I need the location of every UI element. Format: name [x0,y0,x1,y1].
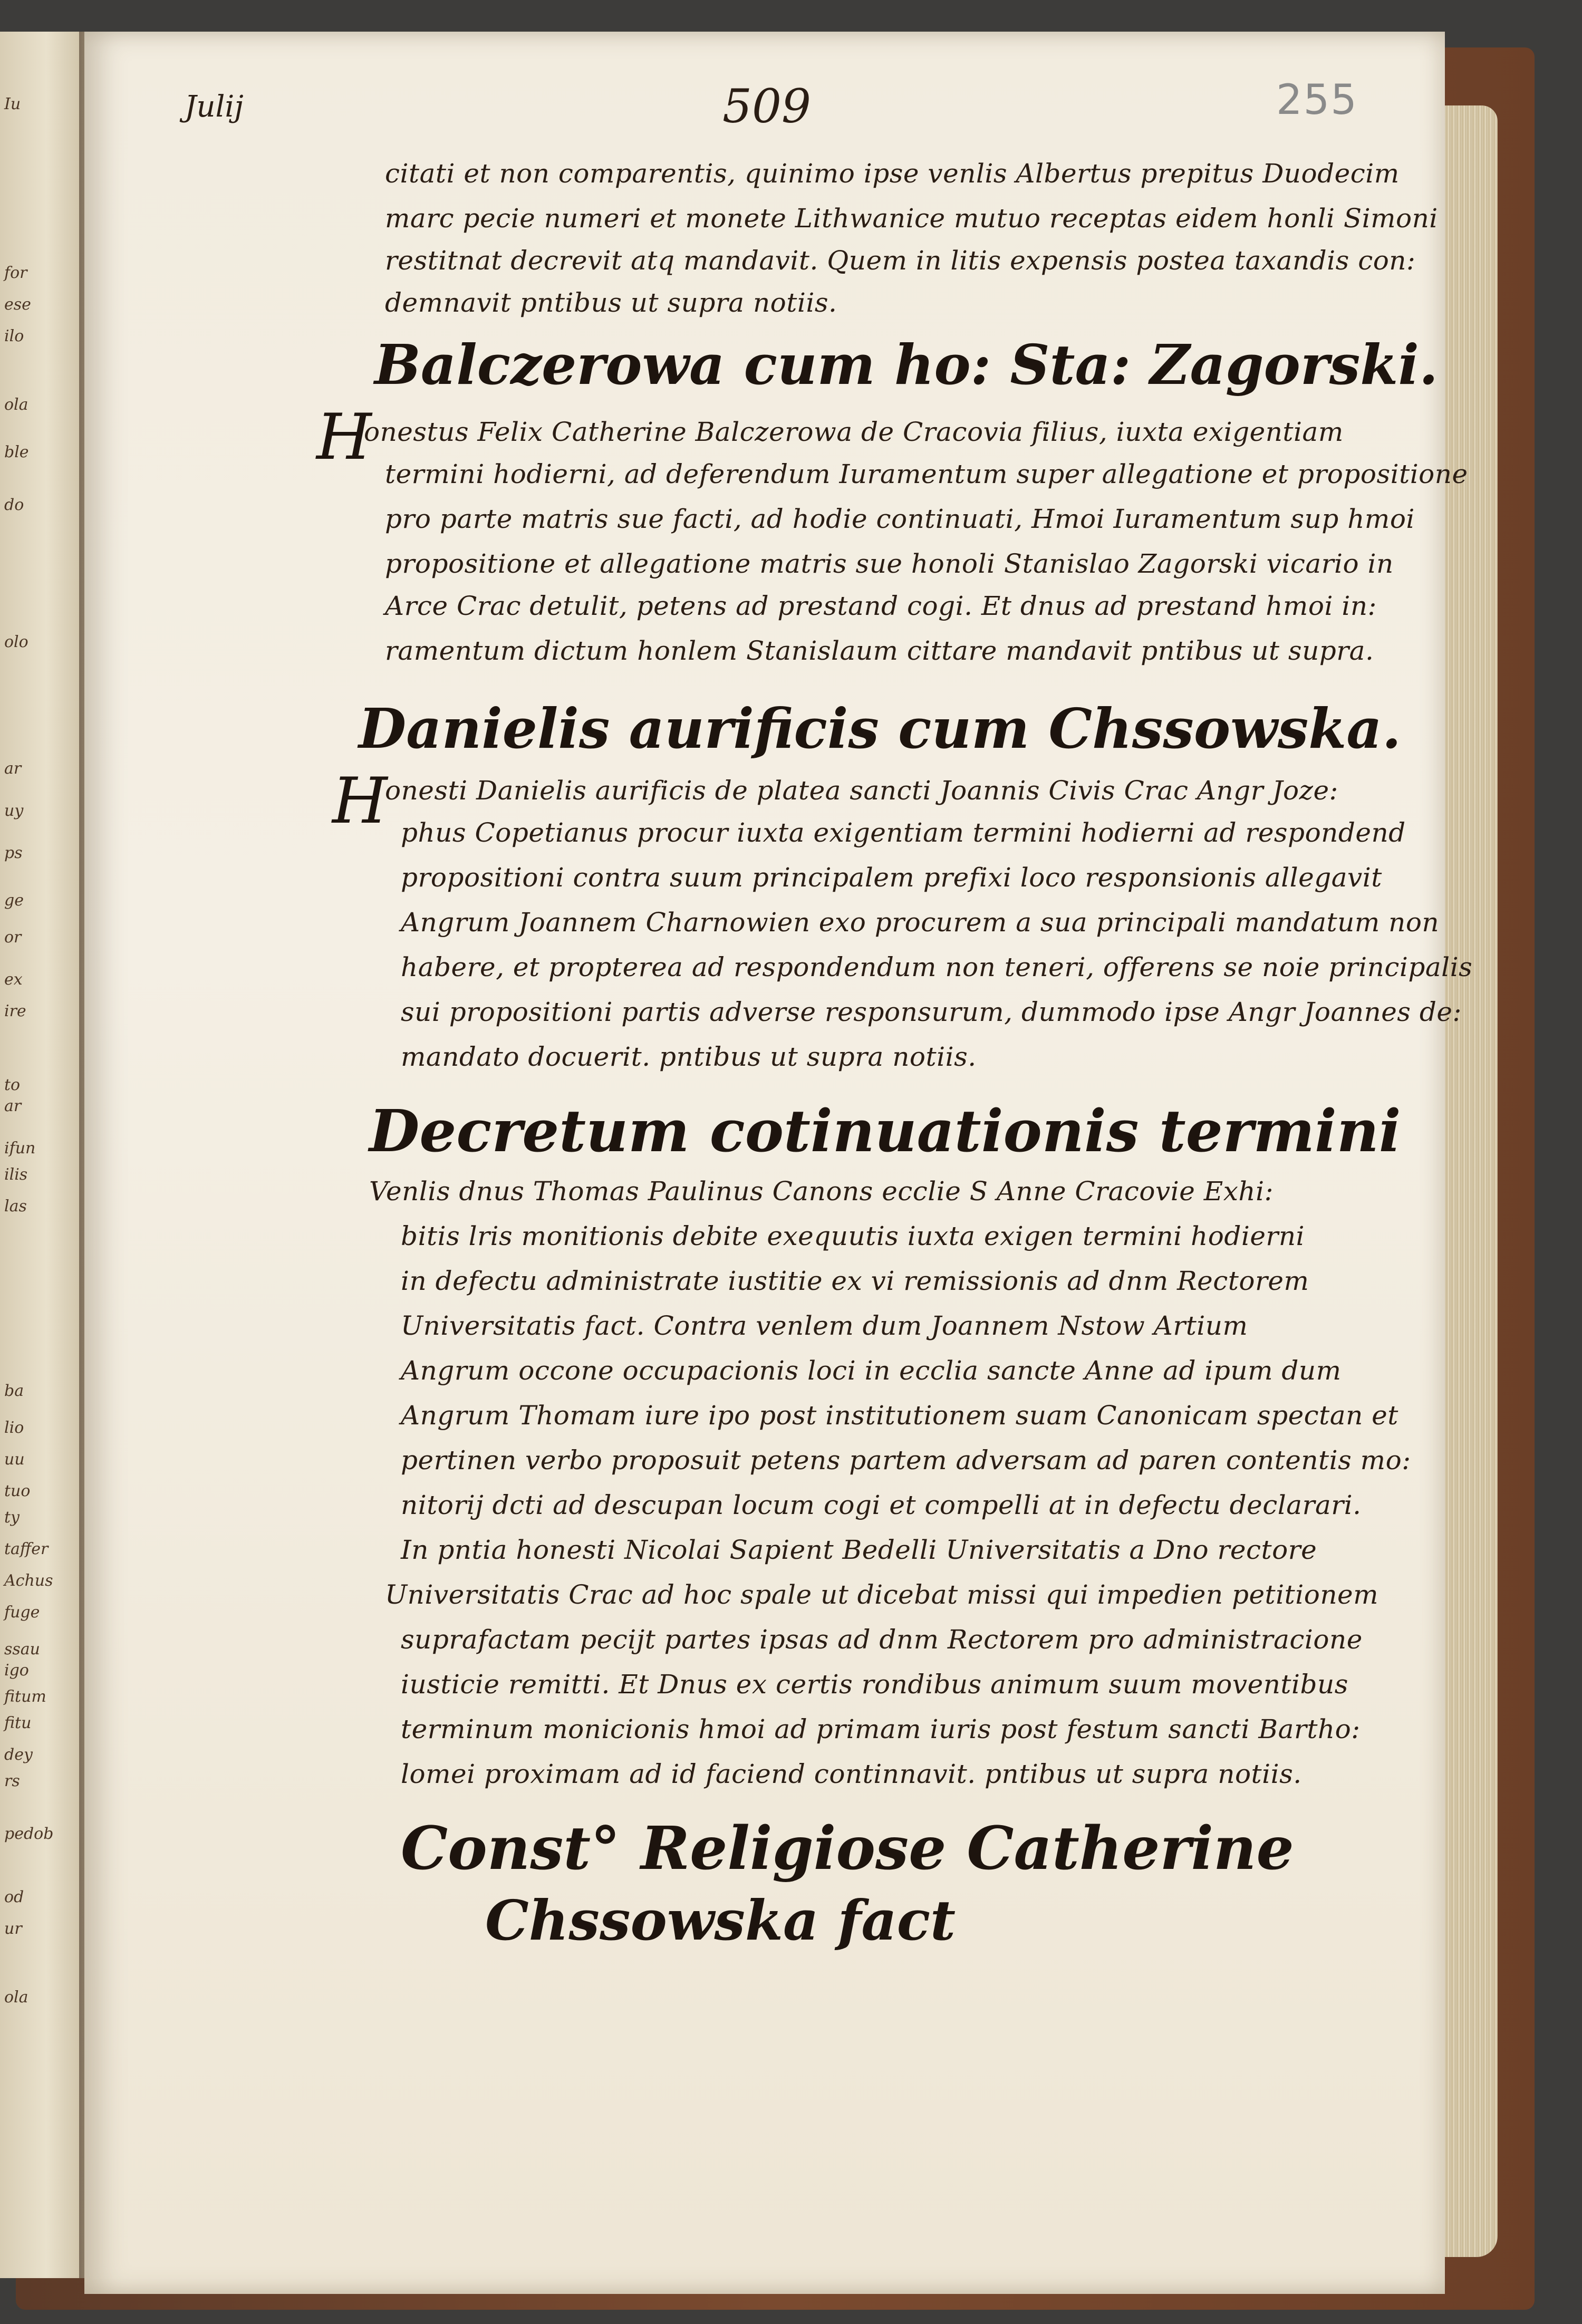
entry4-line: Angrum Thomam iure ipo post institutionem suam Canonicam spectan et [401,1400,1398,1431]
left-margin-fragment: ilo [4,327,24,345]
entry4-line: bitis lris monitionis debite exequutis iuxta exigen termini hodierni [401,1221,1305,1251]
left-margin-fragment: fuge [4,1603,40,1622]
entry4-line: suprafactam pecijt partes ipsas ad dnm Rectorem pro administracione [401,1624,1363,1655]
left-margin-fragment: tuo [4,1482,31,1500]
left-margin-fragment: las [4,1197,27,1216]
left-page [0,32,88,2278]
left-margin-fragment: ilis [4,1165,28,1184]
entry4-line: pertinen verbo proposuit petens partem adversam ad paren contentis mo: [401,1445,1411,1476]
entry2-initial: H [316,401,372,474]
entry1-line: restitnat decrevit atq mandavit. Quem in litis expensis postea taxandis con: [385,245,1416,276]
left-margin-fragment: rs [4,1772,20,1790]
left-margin-fragment: ble [4,443,29,461]
entry3-line: Angrum Joannem Charnowien exo procurem a sua principali mandatum non [401,907,1440,938]
left-margin-fragment: Iu [4,95,21,113]
left-margin-fragment: ge [4,891,24,910]
left-margin-fragment: uu [4,1450,25,1469]
entry2-line: ramentum dictum honlem Stanislaum cittare mandavit pntibus ut supra. [385,635,1374,666]
folio-number-stamp: 255 [1276,76,1358,124]
left-margin-fragment: taffer [4,1540,49,1558]
entry5-heading-line2: Chssowska fact [485,1888,956,1953]
left-margin-fragment: or [4,928,22,947]
entry4-line: terminum monicionis hmoi ad primam iuris post festum sancti Bartho: [401,1714,1361,1744]
entry2-line: propositione et allegatione matris sue honoli Stanislao Zagorski vicario in [385,548,1394,579]
left-margin-fragment: olo [4,633,28,651]
left-margin-fragment: ire [4,1002,26,1020]
entry3-line: habere, et propterea ad respondendum non teneri, offerens se noie principalis [401,952,1473,982]
left-margin-fragment: ex [4,970,23,989]
entry4-line: Angrum occone occupacionis loci in ecclia sancte Anne ad ipum dum [401,1355,1342,1386]
entry4-line: lomei proximam ad id faciend continnavit. pntibus ut supra notiis. [401,1759,1302,1789]
left-margin-fragment: ba [4,1382,24,1400]
entry2-heading: Balczerowa cum ho: Sta: Zagorski. [374,332,1439,397]
left-margin-fragment: od [4,1888,24,1906]
left-margin-fragment: for [4,264,27,282]
left-margin-fragment: ar [4,1097,22,1115]
entry4-line: iusticie remitti. Et Dnus ex certis rondibus animum suum moventibus [401,1669,1348,1700]
entry3-initial: H [332,765,388,838]
entry2-line: termini hodierni, ad deferendum Iuramentum super allegatione et propositione [385,459,1468,489]
entry3-line: phus Copetianus procur iuxta exigentiam termini hodierni ad respondend [401,817,1406,848]
entry4-line: Venlis dnus Thomas Paulinus Canons ecclie S Anne Cracovie Exhi: [369,1176,1274,1207]
left-margin-fragment: fitu [4,1714,32,1732]
left-margin-fragment: ty [4,1508,20,1527]
left-margin-fragment: do [4,496,24,514]
left-margin-fragment: Achus [4,1571,53,1590]
entry4-line: Universitatis Crac ad hoc spale ut dicebat missi qui impedien petitionem [385,1579,1379,1610]
entry3-line: propositioni contra suum principalem prefixi loco responsionis allegavit [401,862,1382,893]
left-margin-fragment: ps [4,844,23,862]
entry2-line: onestus Felix Catherine Balczerowa de Cracovia filius, iuxta exigentiam [364,417,1344,447]
entry3-line: onesti Danielis aurificis de platea sancti Joannis Civis Crac Angr Joze: [385,775,1338,806]
entry5-heading-line1: Const° Religiose Catherine [401,1814,1294,1883]
entry4-line: in defectu administrate iustitie ex vi remissionis ad dnm Rectorem [401,1266,1309,1296]
left-margin-fragment: to [4,1076,21,1094]
left-margin-fragment: ssau [4,1640,40,1658]
entry4-line: nitorij dcti ad descupan locum cogi et compelli at in defectu declarari. [401,1490,1362,1520]
entry4-heading: Decretum cotinuationis termini [369,1097,1401,1165]
entry2-line: pro parte matris sue facti, ad hodie continuati, Hmoi Iuramentum sup hmoi [385,504,1415,534]
folio-number-ink: 509 [722,79,811,133]
left-margin-fragment: ur [4,1920,22,1938]
left-margin-fragment: ar [4,759,22,778]
entry3-heading: Danielis aurificis cum Chssowska. [359,696,1401,761]
left-margin-fragment: pedob [4,1825,54,1843]
entry3-line: sui propositioni partis adverse responsurum, dummodo ipse Angr Joannes de: [401,997,1462,1027]
left-margin-fragment: ola [4,396,28,414]
margin-note-month: Julij [185,90,244,124]
entry1-line: demnavit pntibus ut supra notiis. [385,287,837,318]
entry2-line: Arce Crac detulit, petens ad prestand cogi. Et dnus ad prestand hmoi in: [385,591,1377,621]
left-margin-fragment: uy [4,802,24,820]
left-margin-fragment: fitum [4,1687,46,1706]
entry4-line: In pntia honesti Nicolai Sapient Bedelli Universitatis a Dno rectore [401,1535,1317,1565]
left-margin-fragment: igo [4,1661,29,1680]
left-margin-fragment: lio [4,1419,24,1437]
entry1-line: citati et non comparentis, quinimo ipse venlis Albertus prepitus Duodecim [385,158,1400,189]
left-margin-fragment: ese [4,295,31,314]
entry1-line: marc pecie numeri et monete Lithwanice mutuo receptas eidem honli Simoni [385,203,1438,234]
left-margin-fragment: ifun [4,1139,36,1158]
entry3-line: mandato docuerit. pntibus ut supra notiis. [401,1042,977,1072]
left-margin-fragment: ola [4,1988,28,2007]
entry4-line: Universitatis fact. Contra venlem dum Joannem Nstow Artium [401,1310,1248,1341]
left-margin-fragment: dey [4,1746,33,1764]
